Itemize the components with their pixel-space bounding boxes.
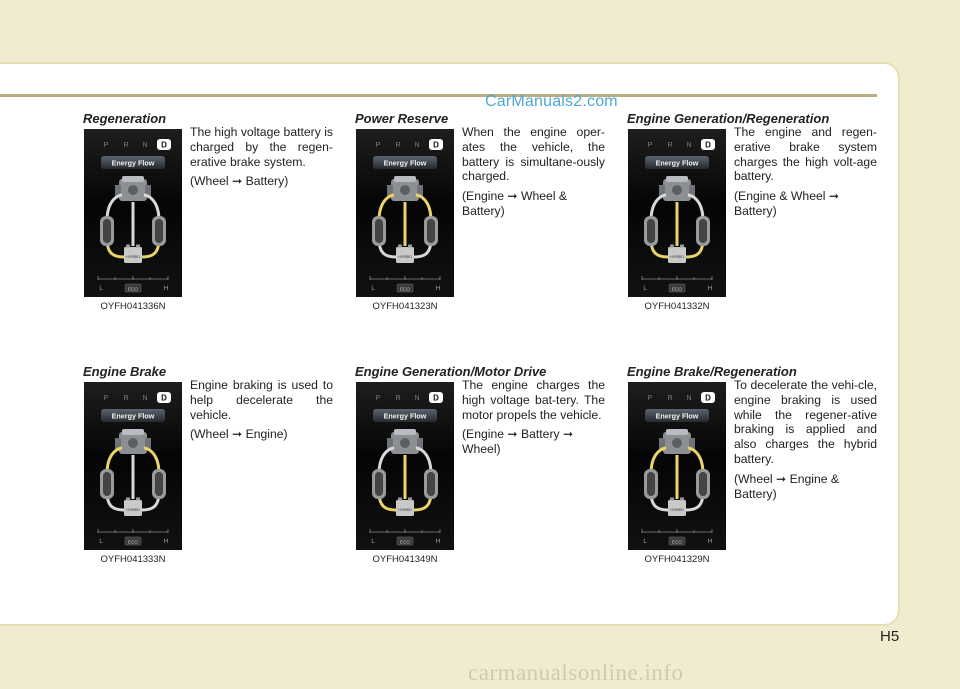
energy-flow-title: Energy Flow [383, 158, 427, 168]
battery-label: HYBRID [126, 255, 140, 259]
gear-r-label: R [123, 395, 129, 402]
energy-flow-screen [356, 129, 454, 297]
gear-d-label: D [705, 393, 711, 403]
left-wheel-icon [372, 469, 386, 499]
section-description [734, 125, 877, 224]
gear-n-label: N [142, 395, 148, 402]
section-regeneration [83, 111, 338, 326]
description-text: The engine and regen-erative brake system charges the high volt-age battery. [734, 125, 877, 184]
flow-text: (Engine ➞ Battery ➞ Wheel) [462, 427, 574, 457]
section-description [462, 125, 605, 224]
battery-icon [124, 245, 142, 264]
section-title: Engine Brake [83, 364, 167, 379]
battery-icon [668, 498, 686, 517]
right-wheel-icon [424, 469, 438, 499]
battery-label: HYBRID [670, 255, 684, 259]
gear-d-label: D [433, 393, 439, 403]
energy-flow-screen [84, 382, 182, 550]
gear-r-label: R [667, 142, 673, 149]
gear-r-label: R [667, 395, 673, 402]
energy-flow-title: Energy Flow [111, 411, 155, 421]
gauge-low-label: L [643, 286, 647, 292]
energy-flow-screen-svg [84, 382, 182, 550]
energy-flow-title: Energy Flow [111, 158, 155, 168]
gauge-eco-label: ECO [128, 539, 138, 545]
gear-n-label: N [686, 142, 692, 149]
left-wheel-icon [644, 216, 658, 246]
battery-label: HYBRID [398, 255, 412, 259]
engine-icon [115, 176, 151, 201]
section-description [462, 378, 605, 462]
gear-n-label: N [414, 142, 420, 149]
gauge-eco-label: ECO [672, 539, 682, 545]
gear-p-label: P [375, 395, 381, 402]
gear-r-label: R [123, 142, 129, 149]
watermark[interactable]: CarManuals2.com [485, 93, 618, 110]
gauge-high-label: H [435, 286, 441, 292]
section-title: Engine Generation/Regeneration [627, 111, 830, 126]
figure-code: OYFH041329N [644, 554, 710, 565]
page-number: H5 [880, 628, 900, 645]
section-engine-brake [83, 364, 338, 579]
energy-flow-screen [84, 129, 182, 297]
gauge-high-label: H [163, 539, 169, 545]
left-wheel-icon [100, 469, 114, 499]
energy-flow-title: Energy Flow [383, 411, 427, 421]
energy-flow-screen-svg [628, 382, 726, 550]
right-wheel-icon [696, 216, 710, 246]
engine-icon [659, 429, 695, 454]
engine-icon [659, 176, 695, 201]
gear-p-label: P [103, 142, 109, 149]
gear-n-label: N [142, 142, 148, 149]
energy-flow-screen [628, 129, 726, 297]
engine-icon [387, 429, 423, 454]
gauge-eco-label: ECO [672, 286, 682, 292]
energy-flow-screen [356, 382, 454, 550]
gauge-eco-label: ECO [400, 286, 410, 292]
energy-flow-screen-svg [356, 129, 454, 297]
description-text: The engine charges the high voltage bat-tery. The motor propels the vehicle. [462, 378, 605, 422]
gear-n-label: N [414, 395, 420, 402]
footer-watermark: carmanualsonline.info [468, 660, 684, 685]
figure-code: OYFH041336N [100, 301, 166, 312]
energy-flow-screen-svg [628, 129, 726, 297]
gear-p-label: P [103, 395, 109, 402]
section-engine-generation-motor-drive [355, 364, 610, 579]
gauge-low-label: L [99, 539, 103, 545]
battery-label: HYBRID [670, 508, 684, 512]
energy-flow-title: Energy Flow [655, 411, 699, 421]
gauge-eco-label: ECO [128, 286, 138, 292]
description-text: The high voltage battery is charged by the regen-erative brake system. [190, 125, 333, 169]
section-engine-brake-regeneration [627, 364, 882, 579]
left-wheel-icon [372, 216, 386, 246]
description-text: Engine braking is used to help decelerate the vehicle. [190, 378, 333, 422]
energy-flow-screen-svg [356, 382, 454, 550]
description-text: When the engine oper-ates the vehicle, the battery is simultane-ously charged. [462, 125, 605, 184]
gauge-high-label: H [163, 286, 169, 292]
gauge-low-label: L [371, 539, 375, 545]
gauge-low-label: L [371, 286, 375, 292]
section-title: Power Reserve [355, 111, 449, 126]
gauge-high-label: H [435, 539, 441, 545]
energy-flow-screen [628, 382, 726, 550]
flow-text: (Wheel ➞ Engine & Battery) [734, 471, 840, 501]
battery-label: HYBRID [126, 508, 140, 512]
flow-text: (Engine ➞ Wheel & Battery) [462, 189, 568, 218]
section-title: Engine Brake/Regeneration [627, 364, 797, 379]
battery-icon [124, 498, 142, 517]
gauge-high-label: H [707, 539, 713, 545]
right-wheel-icon [152, 216, 166, 246]
gear-p-label: P [375, 142, 381, 149]
figure-code: OYFH041332N [644, 301, 710, 312]
gear-n-label: N [686, 395, 692, 402]
gauge-eco-label: ECO [400, 539, 410, 545]
section-title: Regeneration [83, 111, 167, 126]
section-description [734, 378, 877, 506]
battery-icon [668, 245, 686, 264]
energy-flow-title: Energy Flow [655, 158, 699, 168]
gear-d-label: D [705, 140, 711, 150]
right-wheel-icon [424, 216, 438, 246]
left-wheel-icon [644, 469, 658, 499]
description-text: To decelerate the vehi-cle, engine braking is used while the regener-ative braking is applied and also charges the hybrid battery. [734, 378, 877, 466]
section-title: Engine Generation/Motor Drive [355, 364, 547, 379]
gear-d-label: D [433, 140, 439, 150]
section-description [190, 378, 333, 447]
energy-flow-screen-svg [84, 129, 182, 297]
gear-p-label: P [647, 142, 653, 149]
battery-label: HYBRID [398, 508, 412, 512]
engine-icon [387, 176, 423, 201]
figure-code: OYFH041349N [372, 554, 438, 565]
gear-p-label: P [647, 395, 653, 402]
gear-d-label: D [161, 140, 167, 150]
battery-icon [396, 498, 414, 517]
gear-r-label: R [395, 395, 401, 402]
header-rule [0, 94, 877, 97]
engine-icon [115, 429, 151, 454]
section-engine-generation-regeneration [627, 111, 882, 326]
gear-d-label: D [161, 393, 167, 403]
figure-code: OYFH041333N [100, 554, 166, 565]
flow-text: (Wheel ➞ Engine) [190, 427, 288, 442]
gauge-high-label: H [707, 286, 713, 292]
right-wheel-icon [152, 469, 166, 499]
section-description [190, 125, 333, 194]
section-power-reserve [355, 111, 610, 326]
gauge-low-label: L [643, 539, 647, 545]
right-wheel-icon [696, 469, 710, 499]
battery-icon [396, 245, 414, 264]
flow-text: (Wheel ➞ Battery) [190, 174, 289, 189]
gear-r-label: R [395, 142, 401, 149]
figure-code: OYFH041323N [372, 301, 438, 312]
flow-text: (Engine & Wheel ➞ Battery) [734, 189, 840, 218]
gauge-low-label: L [99, 286, 103, 292]
left-wheel-icon [100, 216, 114, 246]
